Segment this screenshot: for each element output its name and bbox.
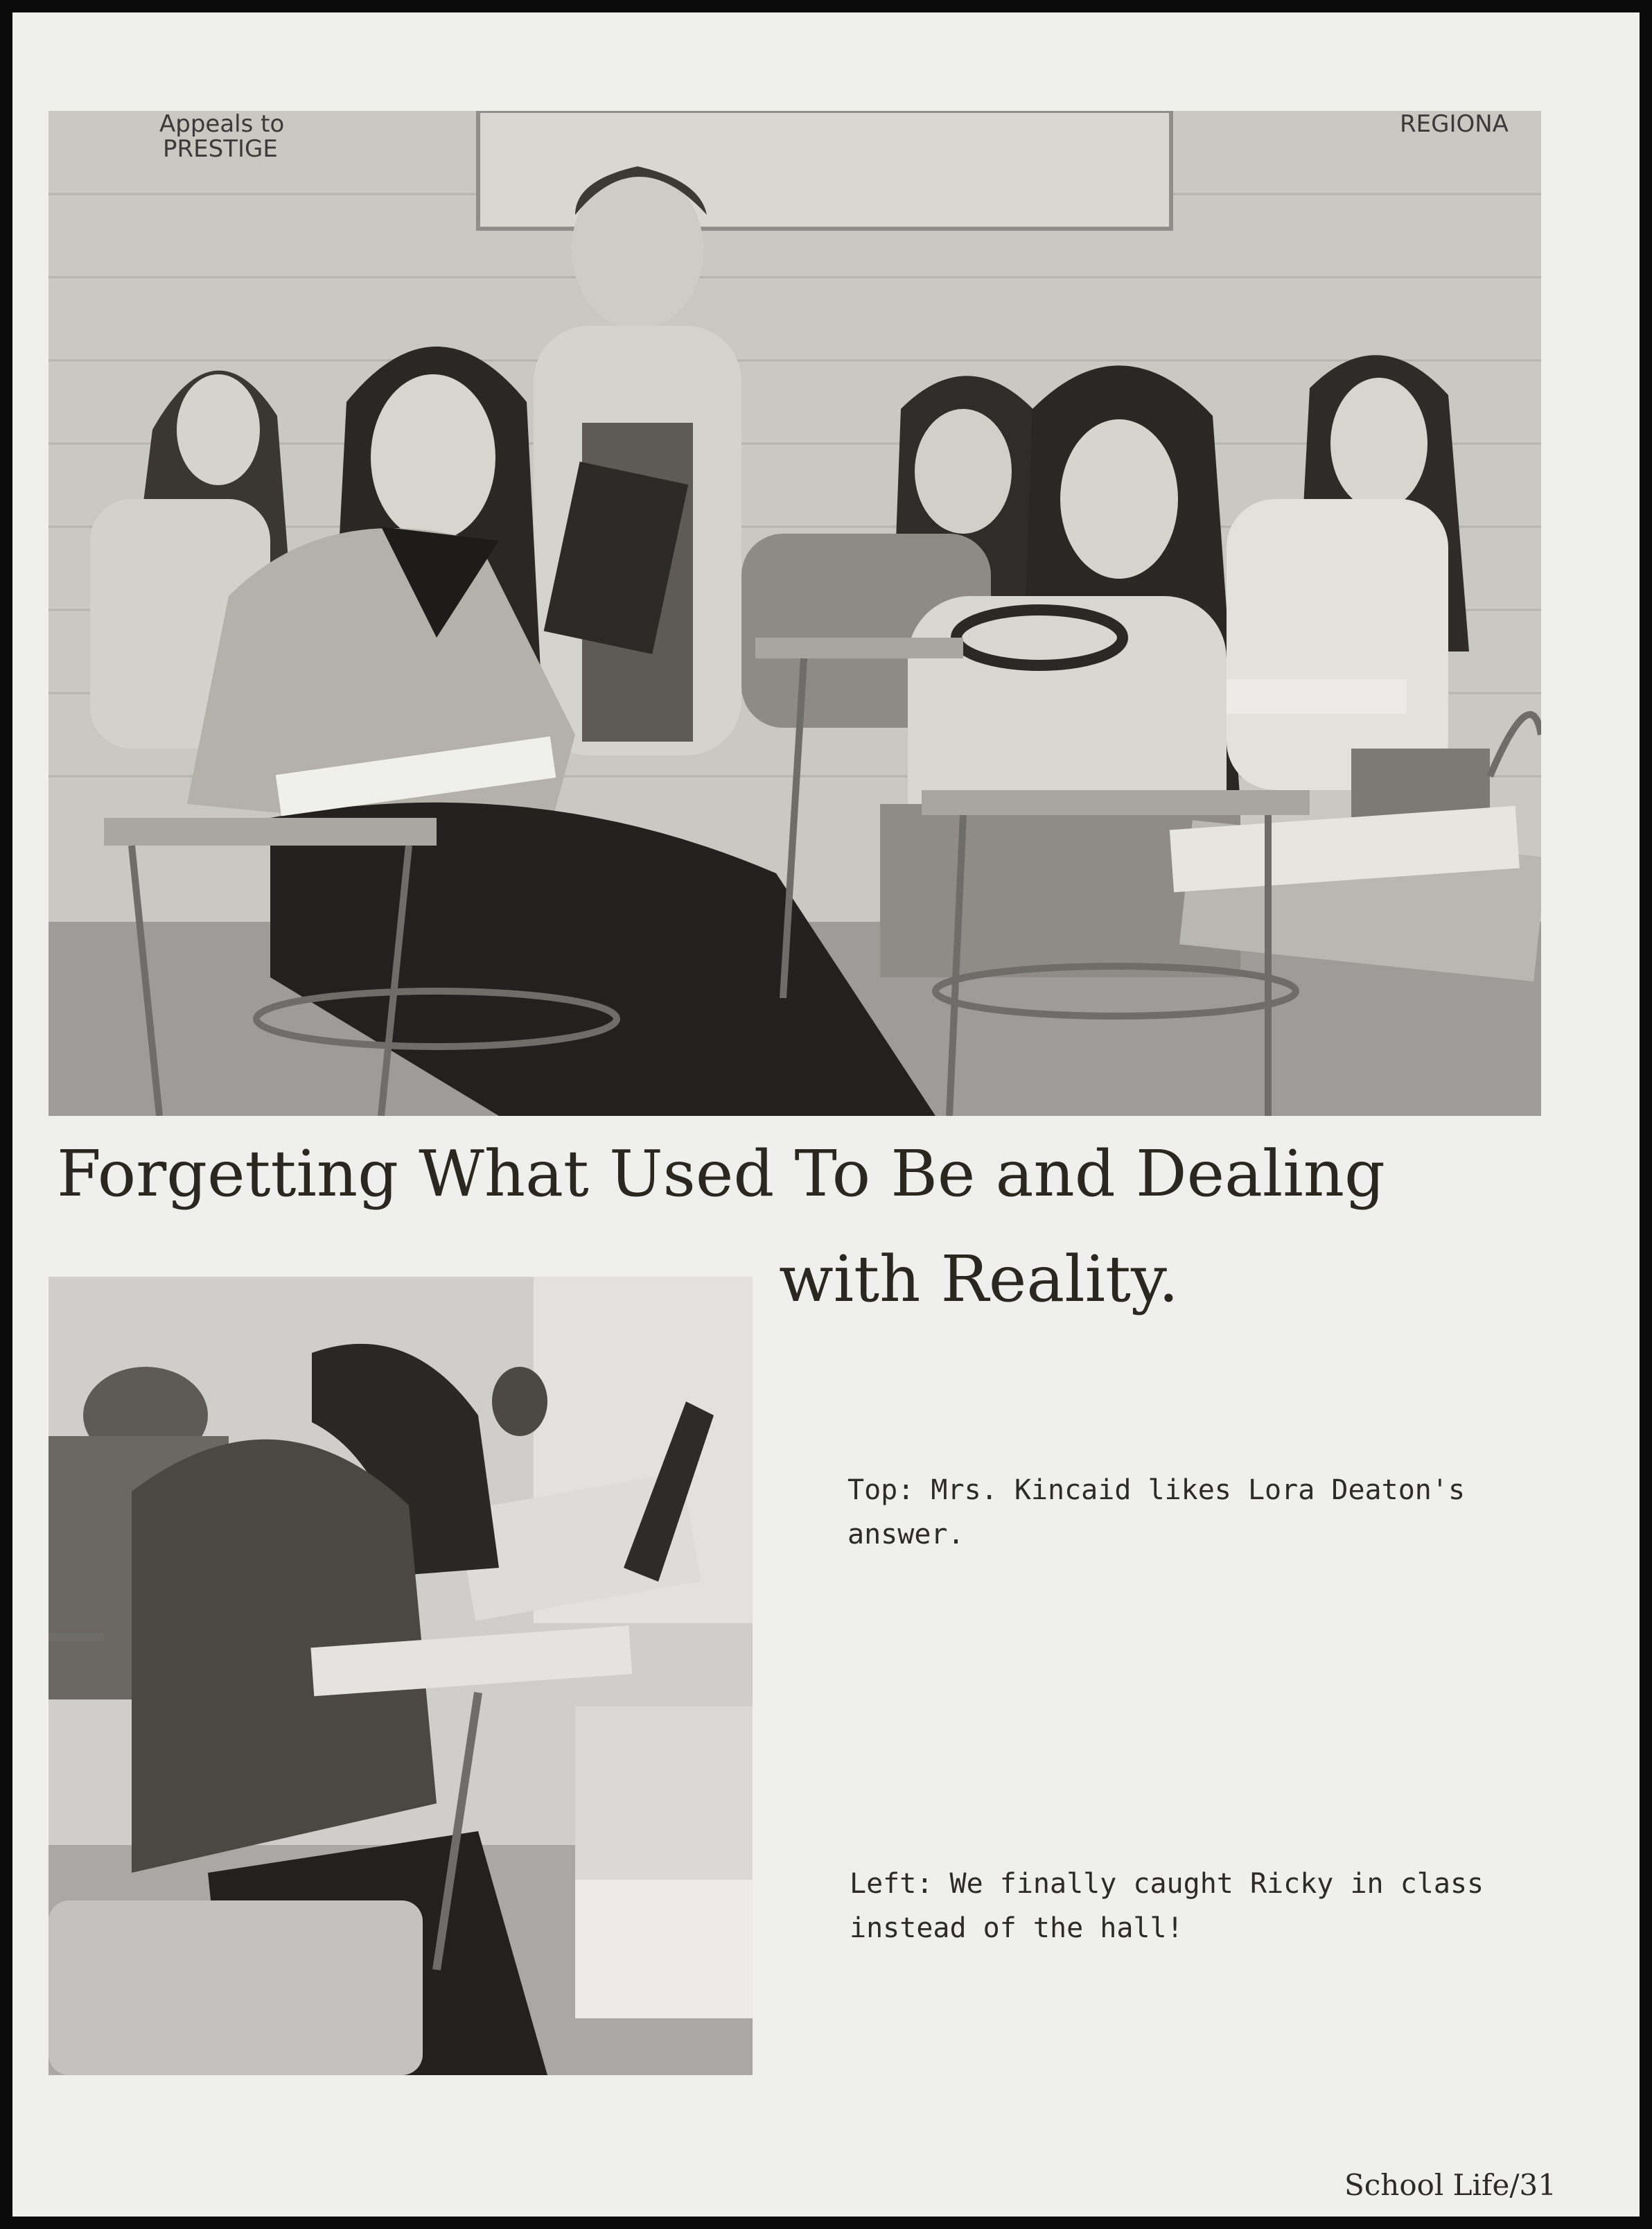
yearbook-page — [12, 12, 1640, 2217]
board-note-1: Appeals to — [159, 111, 285, 138]
caption-top: Top: Mrs. Kincaid likes Lora Deaton's answer. — [847, 1474, 1466, 1550]
classroom-photo-left-image — [49, 1277, 753, 2075]
board-note-3: REGIONA — [1400, 111, 1509, 138]
classroom-photo-top-image — [49, 111, 1541, 1116]
headline-line-2: with Reality. — [779, 1242, 1179, 1316]
board-note-2: PRESTIGE — [163, 135, 278, 163]
classroom-photo-left — [49, 1277, 753, 2075]
headline-line-1: Forgetting What Used To Be and Dealing — [57, 1137, 1385, 1211]
caption-left: Left: We finally caught Ricky in class instead of the hall! — [850, 1868, 1484, 1944]
page-folio: School Life/31 — [1344, 2168, 1556, 2202]
classroom-photo-top — [49, 111, 1541, 1116]
